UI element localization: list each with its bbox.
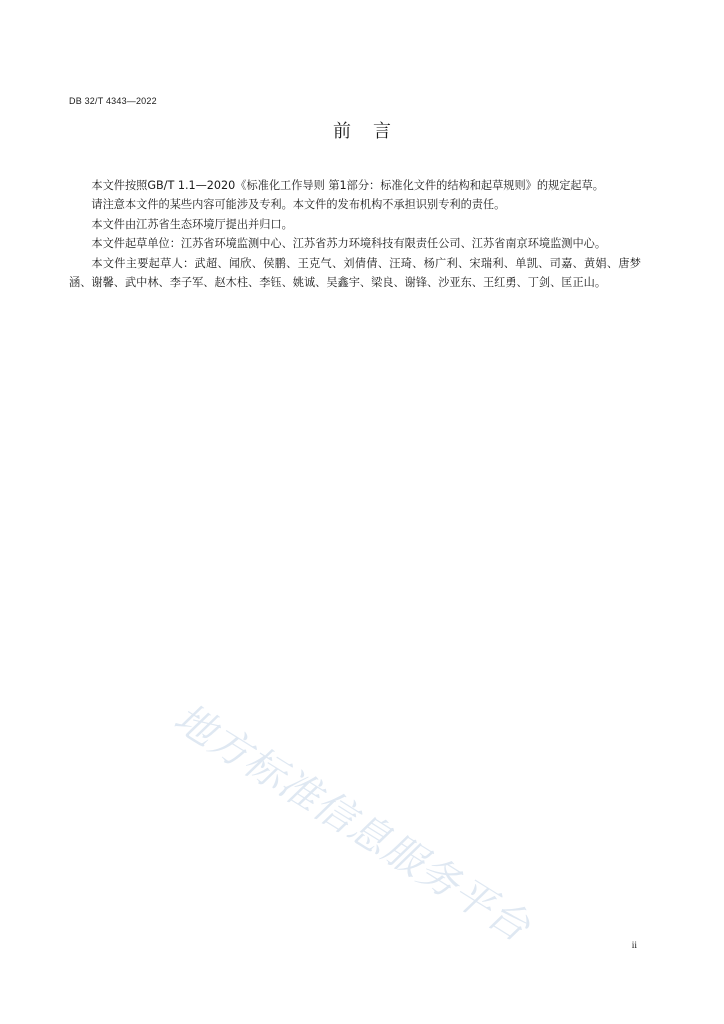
paragraph-patent-notice: 请注意本文件的某些内容可能涉及专利。本文件的发布机构不承担识别专利的责任。 — [91, 198, 506, 212]
page-number: ii — [631, 941, 637, 951]
paragraph-drafting-units: 本文件起草单位：江苏省环境监测中心、江苏省苏力环境科技有限责任公司、江苏省南京环境监测中心。 — [91, 237, 607, 251]
document-body — [69, 176, 641, 292]
paragraph-proposer: 本文件由江苏省生态环境厅提出并归口。 — [91, 217, 293, 231]
page-title: 前言 — [333, 121, 413, 142]
paragraph-drafters: 本文件主要起草人：武超、闻欣、侯鹏、王克气、刘倩倩、汪琦、杨广利、宋瑞利、单凯、司嘉、黄娟、唐梦涵、谢馨、武中林、李子军、赵木柱、李钰、姚诚、吴鑫宇、梁良、谢锋、沙亚东、王红勇、丁剑、匡正山。 — [69, 256, 641, 290]
paragraph-drafting-rules: 本文件按照GB/T 1.1—2020《标准化工作导则 第1部分：标准化文件的结构和起草规则》的规定起草。 — [91, 179, 604, 192]
watermark: 地方标准信息服务平台 — [165, 694, 539, 952]
document-code: DB 32/T 4343—2022 — [69, 96, 157, 106]
